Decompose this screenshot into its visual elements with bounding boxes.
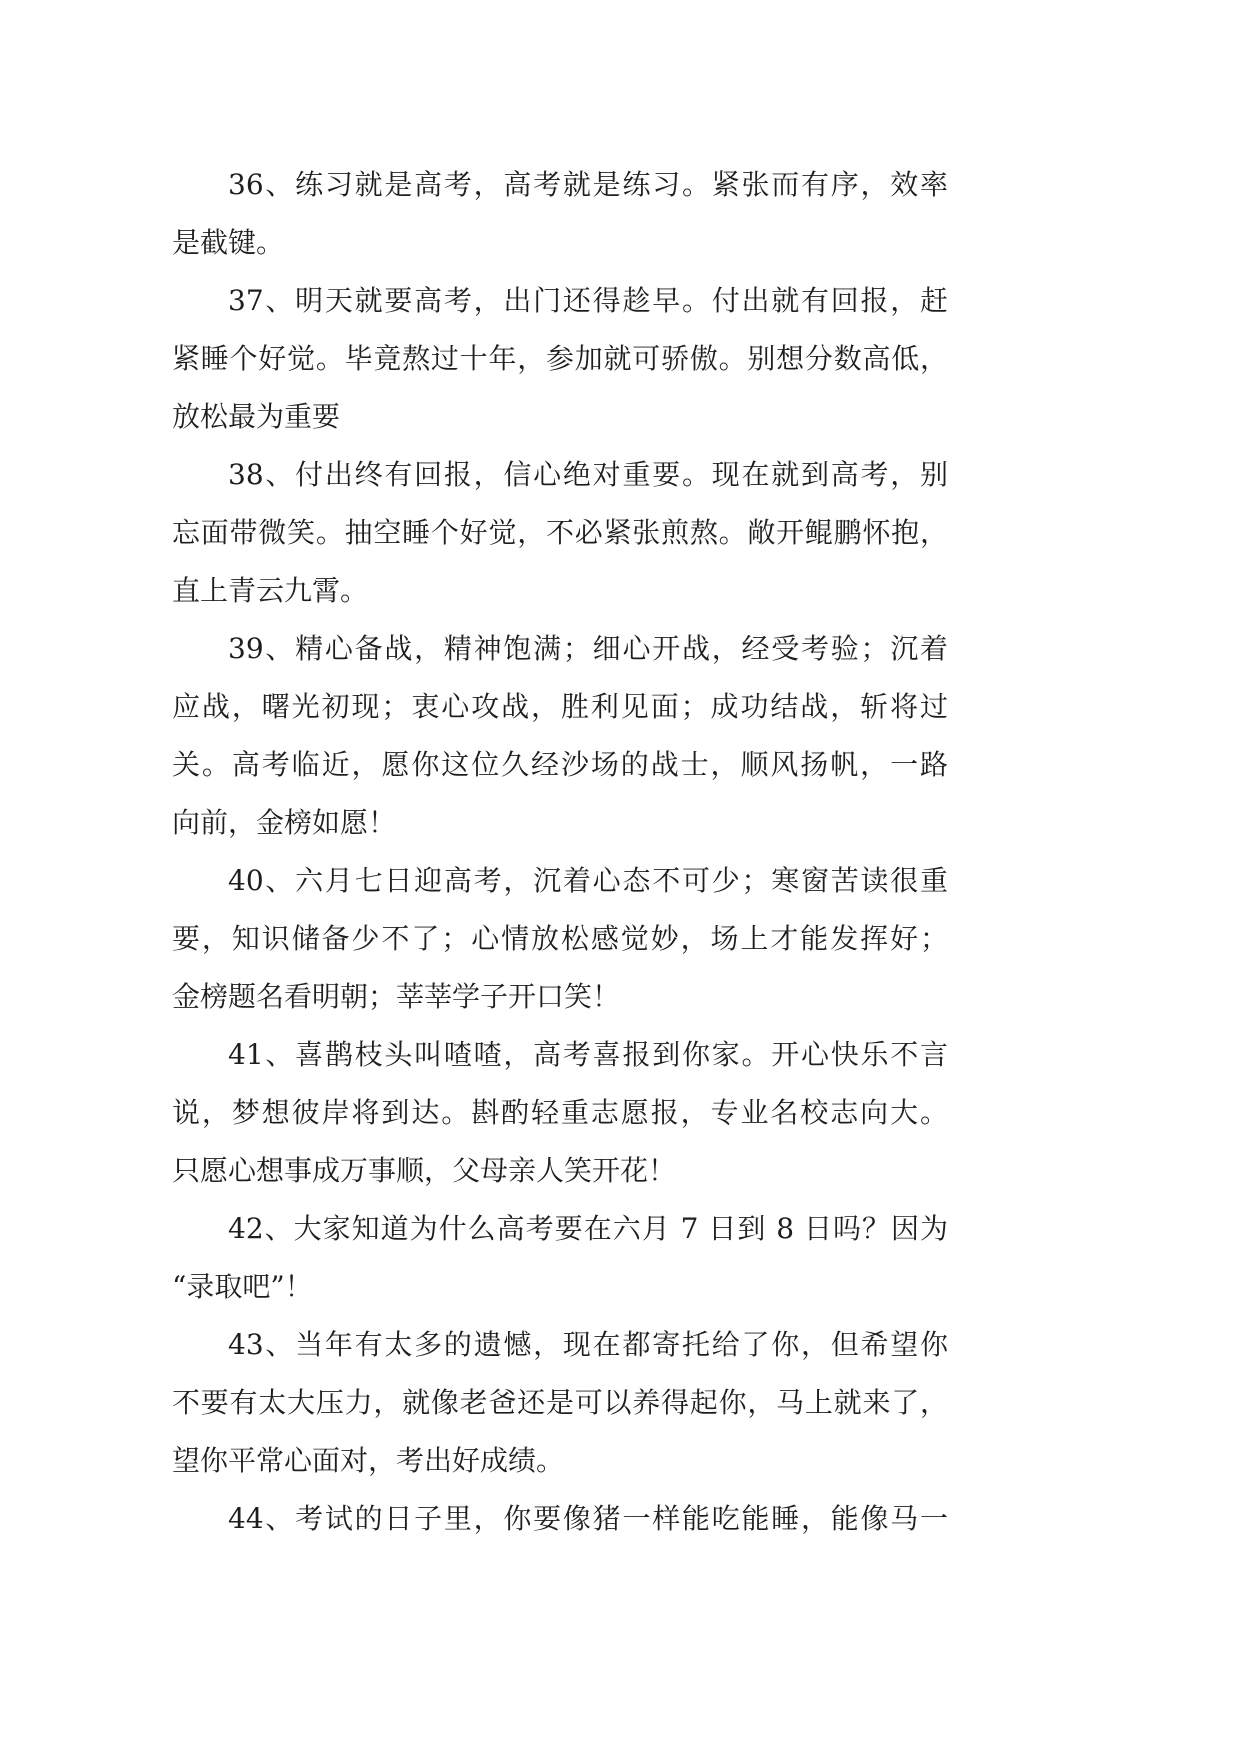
paragraph-line: 放松最为重要 [172, 400, 341, 433]
paragraph-line: 直上青云九霄。 [172, 574, 369, 607]
paragraph-line: 不要有太大压力，就像老爸还是可以养得起你，马上就来了， [172, 1386, 948, 1419]
paragraph-line: 39、精心备战，精神饱满；细心开战，经受考验；沉着 [228, 632, 948, 665]
paragraph-line: 41、喜鹊枝头叫喳喳，高考喜报到你家。开心快乐不言 [228, 1038, 948, 1071]
paragraph-line: 紧睡个好觉。毕竟熬过十年，参加就可骄傲。别想分数高低， [172, 342, 948, 375]
paragraph-line: 说，梦想彼岸将到达。斟酌轻重志愿报，专业名校志向大。 [172, 1096, 948, 1129]
paragraph-42 [172, 1200, 948, 1316]
paragraph-line: 38、付出终有回报，信心绝对重要。现在就到高考，别 [228, 458, 948, 491]
paragraph-line: 要，知识储备少不了；心情放松感觉妙，场上才能发挥好； [172, 922, 948, 955]
paragraph-line: 只愿心想事成万事顺，父母亲人笑开花！ [172, 1154, 677, 1187]
paragraph-41 [172, 1026, 948, 1200]
paragraph-37 [172, 272, 948, 446]
paragraph-line: 40、六月七日迎高考，沉着心态不可少；寒窗苦读很重 [228, 864, 948, 897]
paragraph-line: 应战，曙光初现；衷心攻战，胜利见面；成功结战，斩将过 [172, 690, 948, 723]
paragraph-line: 望你平常心面对，考出好成绩。 [172, 1444, 565, 1477]
paragraph-line: “录取吧”！ [172, 1270, 313, 1303]
document-body [172, 156, 948, 1548]
paragraph-line: 43、当年有太多的遗憾，现在都寄托给了你，但希望你 [228, 1328, 948, 1361]
paragraph-line: 向前，金榜如愿！ [172, 806, 397, 839]
paragraph-43 [172, 1316, 948, 1490]
paragraph-line: 金榜题名看明朝；莘莘学子开口笑！ [172, 980, 621, 1013]
paragraph-44 [172, 1490, 948, 1548]
paragraph-line: 44、考试的日子里，你要像猪一样能吃能睡，能像马一 [228, 1502, 948, 1535]
paragraph-38 [172, 446, 948, 620]
paragraph-39 [172, 620, 948, 852]
paragraph-line: 42、大家知道为什么高考要在六月 7 日到 8 日吗？因为 [228, 1212, 948, 1245]
paragraph-36 [172, 156, 948, 272]
paragraph-line: 是截键。 [172, 226, 285, 259]
paragraph-40 [172, 852, 948, 1026]
paragraph-line: 忘面带微笑。抽空睡个好觉，不必紧张煎熬。敞开鲲鹏怀抱， [172, 516, 948, 549]
paragraph-line: 36、练习就是高考，高考就是练习。紧张而有序，效率 [228, 168, 948, 201]
paragraph-line: 关。高考临近，愿你这位久经沙场的战士，顺风扬帆，一路 [172, 748, 948, 781]
paragraph-line: 37、明天就要高考，出门还得趁早。付出就有回报，赶 [228, 284, 948, 317]
